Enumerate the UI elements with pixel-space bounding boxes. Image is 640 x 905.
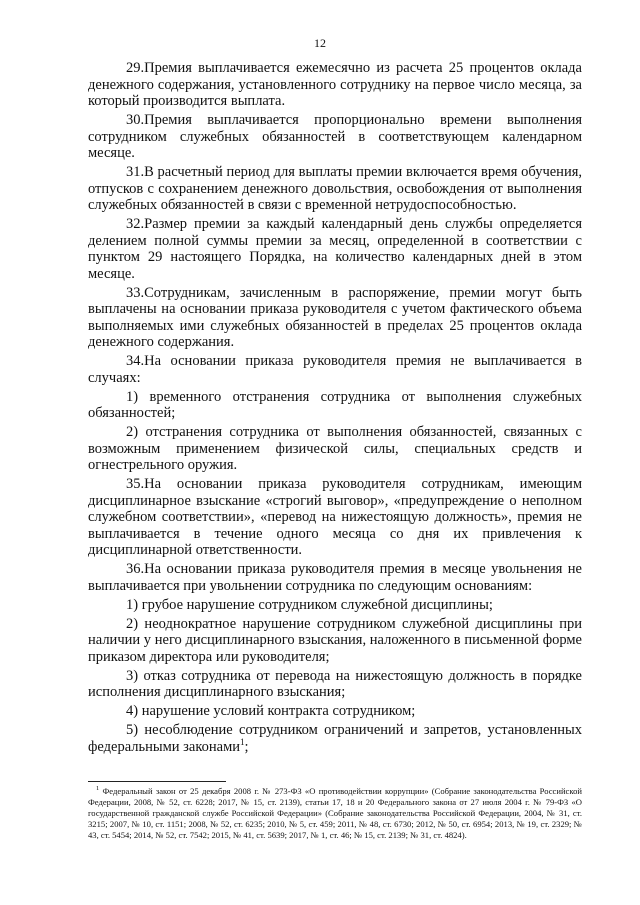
paragraph-36-item-2: 2) неоднократное нарушение сотрудником служебной дисциплины при наличии у него дисциплинарного взыскания, наложенного в письменной форме приказом директора или руководителя; — [88, 615, 582, 665]
paragraph-34-item-1: 1) временного отстранения сотрудника от выполнения служебных обязанностей; — [88, 388, 582, 421]
paragraph-30: 30.Премия выплачивается пропорционально времени выполнения сотрудником служебных обязанностей в соответствующем календарном месяце. — [88, 112, 582, 161]
paragraph-36-item-5-text: 5) несоблюдение сотрудником ограничений и запретов, установленных федеральными законами — [88, 722, 582, 755]
paragraph-35: 35.На основании приказа руководителя сотрудникам, имеющим дисциплинарное взыскание «строгий выговор», «предупреждение о неполном служебном соответствии», «перевод на нижестоящую должность», премия не выплачивается в течение одного месяца со дня их привлечения к дисциплинарной ответственности. — [88, 476, 582, 558]
paragraph-29: 29.Премия выплачивается ежемесячно из расчета 25 процентов оклада денежного содержания, установленного сотруднику на первое число месяца, за который производится выплата. — [88, 60, 582, 109]
paragraph-36-item-5-suffix: ; — [244, 738, 249, 755]
paragraph-34-item-2: 2) отстранения сотрудника от выполнения обязанностей, связанных с возможным применением физической силы, специальных средств и огнестрельного оружия. — [88, 424, 582, 473]
page-number: 12 — [314, 36, 326, 50]
footnote-reference: 1 — [240, 736, 245, 747]
paragraph-33: 33.Сотрудникам, зачисленным в распоряжение, премии могут быть выплачены на основании приказа руководителя с учетом фактического объема выполняемых ими служебных обязанностей в пределах 25 процентов оклада денежного содержания. — [88, 284, 582, 350]
footnote — [88, 786, 582, 841]
paragraph-36: 36.На основании приказа руководителя премия в месяце увольнения не выплачивается при увольнении сотрудника по следующим основаниям: — [88, 561, 582, 594]
document-body — [88, 60, 582, 758]
footnote-divider — [88, 781, 226, 782]
paragraph-36-item-4: 4) нарушение условий контракта сотрудником; — [126, 703, 416, 719]
paragraph-36-item-5 — [88, 722, 582, 755]
paragraph-34: 34.На основании приказа руководителя премия не выплачивается в случаях: — [88, 353, 582, 386]
paragraph-36-item-1: 1) грубое нарушение сотрудником служебной дисциплины; — [126, 596, 493, 613]
paragraph-32: 32.Размер премии за каждый календарный день службы определяется делением полной суммы премии за месяц, определенной в соответствии с пунктом 29 настоящего Порядка, на количество календарных дней в этом месяце. — [88, 216, 582, 282]
paragraph-36-item-3: 3) отказ сотрудника от перевода на нижестоящую должность в порядке исполнения дисциплинарного взыскания; — [88, 667, 582, 700]
footnote-marker: 1 — [96, 785, 100, 793]
footnote-text: Федеральный закон от 25 декабря 2008 г. № 273-ФЗ «О противодействии коррупции» (Собрание законодательства Российской Федерации, 2008, № 52, ст. 6228; 2017, № 15, ст. 2139), статьи 17, 18 и 20 Федерального закона от 27 июля 2004 г. № 79-ФЗ «О государственной гражданской службе Российской Федерации» (Собрание законодательства Российской Федерации, 2004, № 31, ст. 3215; 2007, № 10, ст. 1151; 2008, № 52, ст. 6235; 2010, № 5, ст. 459; 2011, № 48, ст. 6730; 2012, № 50, ст. 6954; 2013, № 19, ст. 2329; № 43, ст. 5454; 2014, № 52, ст. 7542; 2015, № 41, ст. 5639; 2017, № 1, ст. 46; № 15, ст. 2139; № 31, ст. 4824). — [88, 786, 583, 840]
paragraph-31: 31.В расчетный период для выплаты премии включается время обучения, отпусков с сохранением денежного довольствия, освобождения от выполнения служебных обязанностей в связи с временной нетрудоспособностью. — [88, 164, 582, 213]
